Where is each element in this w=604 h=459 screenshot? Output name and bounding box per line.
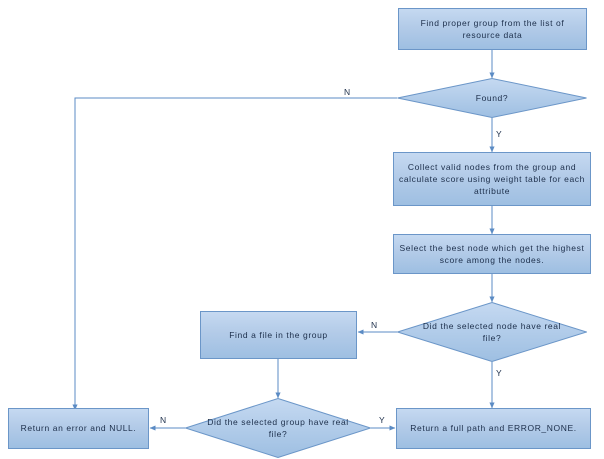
edge-label-group-file-yes: Y (379, 415, 386, 425)
node-return-error[interactable] (8, 408, 149, 449)
node-find-file[interactable] (200, 311, 357, 359)
node-found-label: Found? (475, 92, 509, 103)
node-return-error-label: Return an error and NULL. (20, 423, 137, 434)
edge-label-group-file-no: N (160, 415, 167, 425)
node-return-path-label: Return a full path and ERROR_NONE. (410, 423, 577, 434)
edge-found-no-to-return-error (75, 98, 397, 410)
node-collect-nodes-label: Collect valid nodes from the group and calculate score using weight table for each attribute (399, 161, 585, 197)
node-found[interactable] (397, 78, 587, 118)
node-find-group[interactable] (398, 8, 587, 50)
node-find-file-label: Find a file in the group (229, 329, 328, 340)
node-select-best[interactable] (393, 234, 591, 274)
node-group-real-file-label: Did the selected group have real file? (207, 416, 349, 439)
node-group-real-file[interactable] (185, 398, 371, 458)
edge-label-node-file-yes: Y (496, 368, 503, 378)
node-node-real-file-label: Did the selected node have real file? (422, 320, 562, 343)
edge-label-node-file-no: N (371, 320, 378, 330)
node-select-best-label: Select the best node which get the highest score among the nodes. (399, 242, 585, 265)
edge-label-found-yes: Y (496, 129, 503, 139)
node-return-path[interactable] (396, 408, 591, 449)
node-node-real-file[interactable] (397, 302, 587, 362)
edge-label-found-no: N (344, 87, 351, 97)
node-find-group-label: Find proper group from the list of resource data (420, 17, 565, 40)
node-collect-nodes[interactable] (393, 152, 591, 206)
